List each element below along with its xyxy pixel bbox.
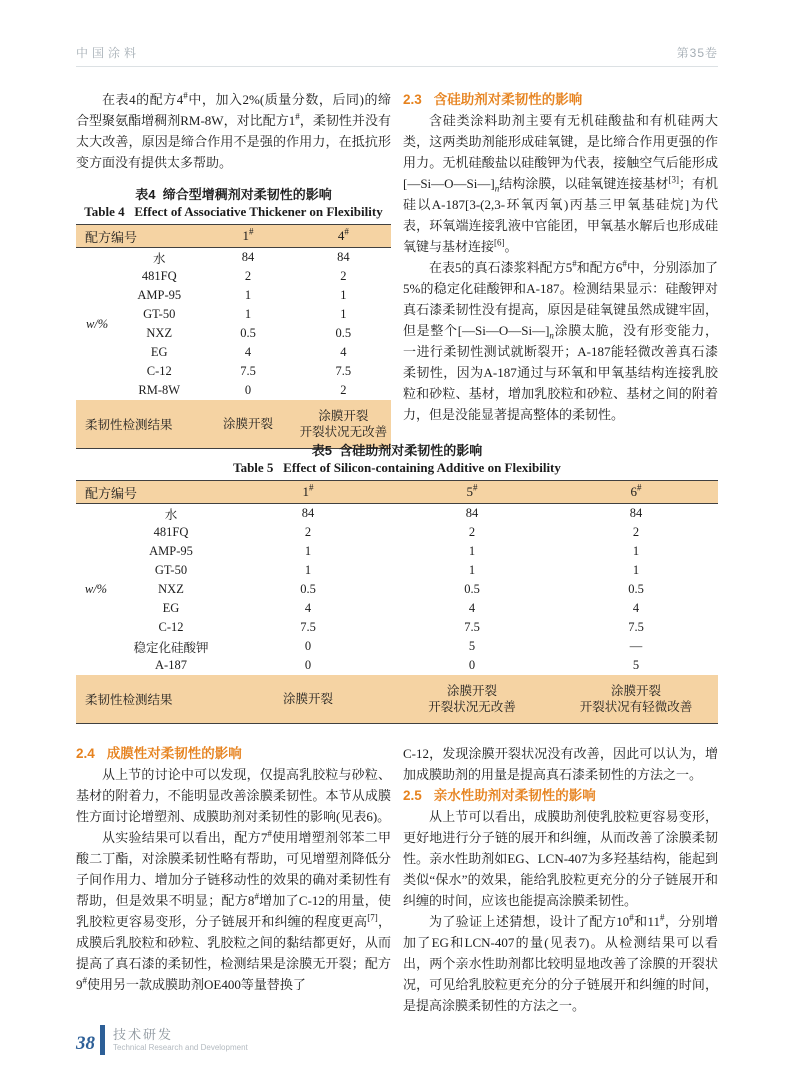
section-2-5-paragraph: 为了验证上述猜想，设计了配方10#和11#，分别增加了EG和LCN-407的量(见表7)。从检测结果可以看出，两个亲水性助剂都比较明显地改善了涂膜的开裂状况，可见给乳胶粒更充分的分子链展开和纠缠的时间，是提高涂膜柔韧性的方法之一。 <box>403 912 718 1013</box>
table5: 配方编号 1# 5# 6# w/% 水 84 84 84 481FQ 2 2 2 AMP-95 1 1 1 GT-50 1 1 1 NXZ 0.5 0.5 0.5 EG 4 4 4 C-12 7.5 7.5 7.5 稳定化硅酸钾 0 5 — A-187 0 0 5 柔韧性检测结果 涂膜开裂 涂膜开裂 开裂状况无改善 涂膜开裂 开裂状况有轻微改善 <box>76 480 718 724</box>
footer-section-label <box>113 1025 248 1055</box>
right-column-top <box>403 89 718 429</box>
section-number: 2.3 <box>403 92 422 107</box>
section-heading-2-5 <box>403 785 718 806</box>
top-two-columns <box>76 89 718 439</box>
page-content <box>76 44 718 1016</box>
section-heading-2-4 <box>76 743 391 764</box>
table4-caption-en: Table 4 Effect of Associative Thickener on Flexibility <box>84 204 383 219</box>
table5-block <box>76 442 718 724</box>
section-2-3-paragraph: 含硅类涂料助剂主要有无机硅酸盐和有机硅两大类，这两类助剂能形成硅氧键，是比缔合作用更强的作用力。无机硅酸盐以硅酸钾为代表，接触空气后能形成$[—Si—O—Si—]_n$结构涂膜，以硅氧键连接基材[3]；有机硅以A-187[3-(2,3-环氧丙氧)丙基三甲氧基硅烷]为代表，环氧端连接乳液中官能团，甲氧基水解后也形成硅氧键与基材连接[6]。 <box>403 113 718 254</box>
footer-section-en: Technical Research and Development <box>113 1043 248 1052</box>
right-column-bottom <box>403 743 718 1016</box>
section-title: 成膜性对柔韧性的影响 <box>106 746 242 761</box>
section-2-3-paragraph: 在表5的真石漆浆料配方5#和配方6#中，分别添加了5%的稳定化硅酸钾和A-187。检测结果显示：硅酸钾对真石漆柔韧性没有提高，原因是硅氧键虽然成键牢固，但是整个$[—Si—O—Si—]_n$涂膜太脆，没有形变能力，一进行柔韧性测试就断裂开；A-187能轻微改善真石漆柔韧性，因为A-187通过与环氧和甲氧基结构连接乳胶粒和砂粒、基材，增加乳胶粒和砂粒、基材之间的附着力，但是没能显著提高整体的柔韧性。 <box>403 258 718 422</box>
section-2-4-paragraph: 从上节的讨论中可以发现，仅提高乳胶粒与砂粒、基材的附着力，不能明显改善涂膜柔韧性。本节从成膜性方面讨论增塑剂、成膜助剂对柔韧性的影响(见表6)。 <box>76 767 391 824</box>
section-2-4-continuation: C-12，发现涂膜开裂状况没有改善，因此可以认为，增加成膜助剂的用量是提高真石漆柔韧性的方法之一。 <box>403 746 718 782</box>
table5-caption-en: Table 5 Effect of Silicon-containing Additive on Flexibility <box>233 460 561 475</box>
bottom-two-columns <box>76 743 718 1016</box>
section-2-5-paragraph: 从上节可以看出，成膜助剂使乳胶粒更容易变形，更好地进行分子链的展开和纠缠，从而改善了涂膜柔韧性。亲水性助剂如EG、LCN-407为多羟基结构，能起到类似“保水”的效果，能给乳胶粒更充分的分子链展开和纠缠的时间，应该也能提高涂膜柔韧性。 <box>403 809 718 908</box>
table5-caption-zh: 表5 含硅助剂对柔韧性的影响 <box>311 443 483 458</box>
running-head <box>76 44 718 67</box>
footer-section-zh: 技术研发 <box>113 1027 174 1042</box>
intro-paragraph: 在表4的配方4#中，加入2%(质量分数，后同)的缔合型聚氨酯增稠剂RM-8W，对比配方1#，柔韧性并没有太大改善，原因是缔合作用不是强的作用力，在抵抗形变方面没有提供太多帮助。 <box>76 90 391 170</box>
section-heading-2-3 <box>403 89 718 110</box>
journal-name: 中国涂料 <box>76 46 141 60</box>
table4-block <box>76 186 391 449</box>
section-title: 亲水性助剂对柔韧性的影响 <box>433 788 596 803</box>
volume-label: 第35卷 <box>676 46 718 60</box>
left-column-bottom <box>76 743 391 1016</box>
table4-caption-zh: 表4 缔合型增稠剂对柔韧性的影响 <box>135 187 332 202</box>
section-2-4-paragraph: 从实验结果可以看出，配方7#使用增塑剂邻苯二甲酸二丁酯，对涂膜柔韧性略有帮助，可见增塑剂降低分子间作用力、增加分子链移动性的效果的确对柔韧性有帮助，但是效果不明显；配方8#增加了C-12的用量，使乳胶粒更容易变形，分子链展开和纠缠的程度更高[7]，成膜后乳胶粒和砂粒、乳胶粒之间的黏结都更好，从而提高了真石漆的柔韧性，检测结果是涂膜无开裂；配方9#使用另一款成膜助剂OE400等量替换了 <box>76 828 391 992</box>
section-number: 2.4 <box>76 746 95 761</box>
table4: 配方编号 1# 4# w/% 水 84 84 481FQ 2 2 AMP-95 1 1 GT-50 1 1 NXZ 0.5 0.5 EG 4 4 C-12 7.5 7.5 RM-8W 0 2 柔韧性检测结果 涂膜开裂 涂膜开裂 开裂状况无改善 <box>76 224 391 449</box>
section-number: 2.5 <box>403 788 422 803</box>
footer-divider-bar <box>100 1025 105 1055</box>
section-title: 含硅助剂对柔韧性的影响 <box>433 92 583 107</box>
left-column-top <box>76 89 391 439</box>
page-number: 38 <box>76 1033 95 1054</box>
page-footer <box>76 1025 248 1055</box>
